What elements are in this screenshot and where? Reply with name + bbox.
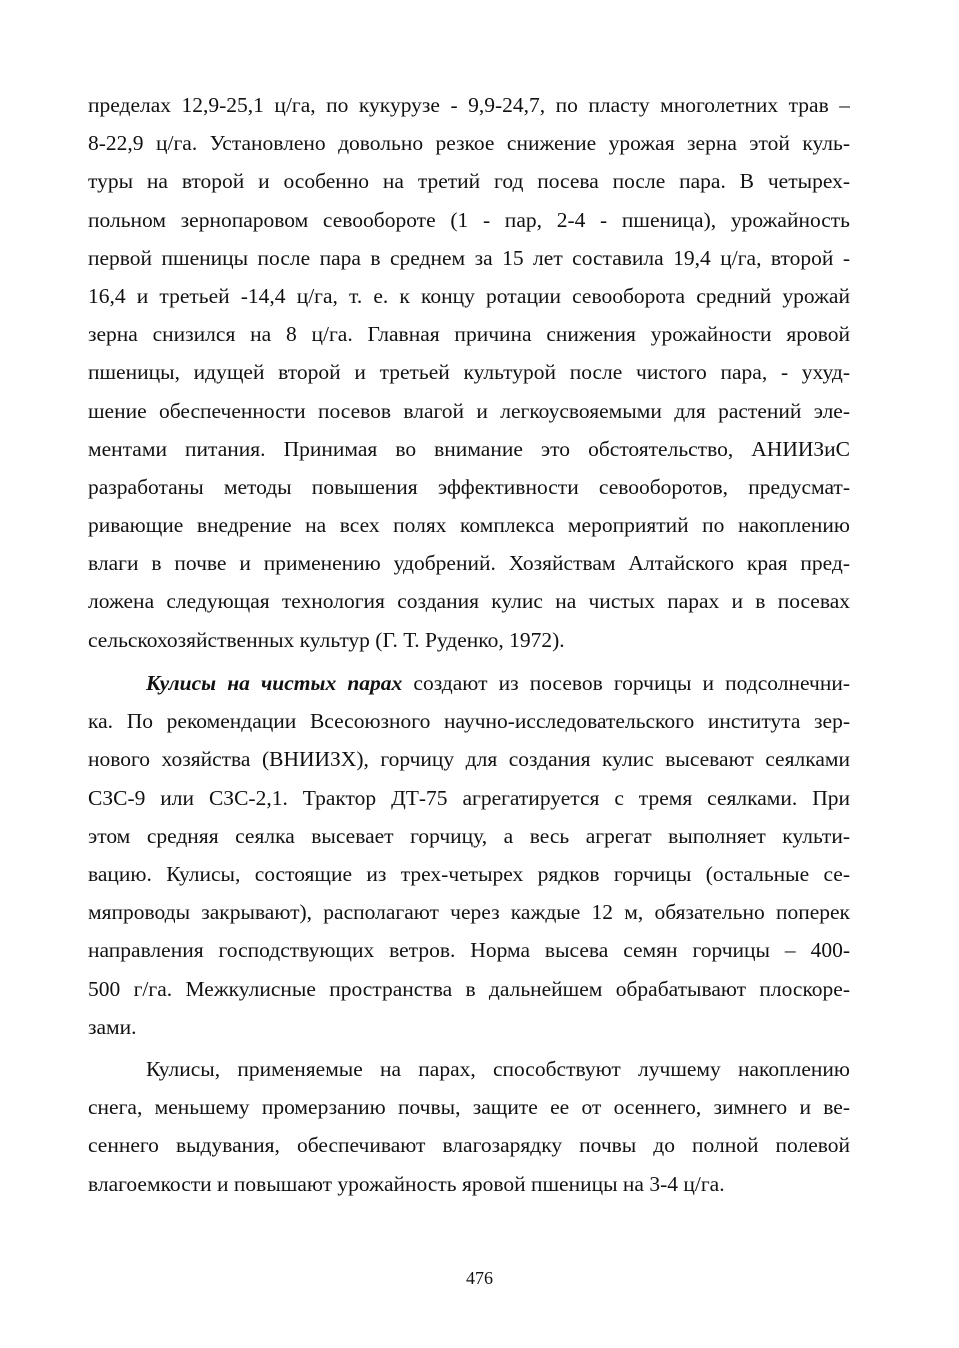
- paragraph-2-first-line-rest: создают из посевов горчицы и подсолнечни-: [402, 671, 850, 695]
- paragraph-3-line: сеннего выдувания, обеспечивают влагозарядку почвы до полной полевой: [88, 1133, 850, 1158]
- paragraph-3-line: снега, меньшему промерзанию почвы, защите ее от осеннего, зимнего и ве-: [88, 1095, 850, 1120]
- paragraph-1-line: пределах 12,9-25,1 ц/га, по кукурузе - 9,9-24,7, по пласту многолетних трав –: [88, 93, 850, 117]
- paragraph-1: [88, 86, 850, 659]
- paragraph-1-line: разработаны методы повышения эффективности севооборотов, предусмат-: [88, 474, 850, 499]
- paragraph-1-line: зерна снизился на 8 ц/га. Главная причина снижения урожайности яровой: [88, 322, 850, 347]
- paragraph-2-italic-lead: Кулисы на чистых парах: [146, 671, 403, 695]
- paragraph-2-first-line: [88, 664, 850, 702]
- paragraph-1-line: шение обеспеченности посевов влагой и легкоусвояемыми для растений эле-: [88, 398, 850, 423]
- paragraph-1-line: польном зернопаровом севообороте (1 - пар, 2-4 - пшеница), урожайность: [88, 207, 850, 232]
- paragraph-2: [88, 664, 850, 1046]
- paragraph-1-line: ложена следующая технология создания кулис на чистых парах и в посевах: [88, 589, 850, 614]
- paragraph-1-line: ментами питания. Принимая во внимание это обстоятельство, АНИИЗиС: [88, 436, 850, 461]
- paragraph-1-line: влаги в почве и применению удобрений. Хозяйствам Алтайского края пред-: [88, 551, 850, 576]
- page-number: 476: [466, 1268, 493, 1288]
- paragraph-2-line: ка. По рекомендации Всесоюзного научно-исследовательского института зер-: [88, 709, 850, 734]
- paragraph-2-line: этом средняя сеялка высевает горчицу, а весь агрегат выполняет культи-: [88, 823, 850, 848]
- paragraph-1-line: пшеницы, идущей второй и третьей культурой после чистого пара, - ухуд-: [88, 360, 850, 385]
- paragraph-2-line: мяпроводы закрывают), располагают через каждые 12 м, обязательно поперек: [88, 900, 850, 925]
- paragraph-2-line: СЗС-9 или СЗС-2,1. Трактор ДТ-75 агрегатируется с тремя сеялками. При: [88, 785, 850, 810]
- paragraph-1-line: сельскохозяйственных культур (Г. Т. Руденко, 1972).: [88, 627, 565, 652]
- paragraph-2-line: вацию. Кулисы, состоящие из трех-четырех рядков горчицы (остальные се-: [88, 861, 850, 886]
- paragraph-1-line: первой пшеницы после пара в среднем за 15 лет составила 19,4 ц/га, второй -: [88, 245, 850, 270]
- paragraph-1-line: ривающие внедрение на всех полях комплекса мероприятий по накоплению: [88, 513, 850, 538]
- paragraph-2-line: нового хозяйства (ВНИИЗХ), горчицу для создания кулис высевают сеялками: [88, 747, 850, 772]
- paragraph-2-line: зами.: [88, 1014, 137, 1039]
- paragraph-1-line: 8-22,9 ц/га. Установлено довольно резкое снижение урожая зерна этой куль-: [88, 131, 850, 156]
- paragraph-3-line: Кулисы, применяемые на парах, способствуют лучшему накоплению: [146, 1057, 850, 1081]
- paragraph-3: [88, 1050, 850, 1203]
- paragraph-1-line: 16,4 и третьей -14,4 ц/га, т. е. к концу ротации севооборота средний урожай: [88, 283, 850, 308]
- paragraph-1-line: туры на второй и особенно на третий год посева после пара. В четырех-: [88, 169, 850, 194]
- paragraph-2-line: 500 г/га. Межкулисные пространства в дальнейшем обрабатывают плоскоре-: [88, 976, 850, 1001]
- paragraph-3-line: влагоемкости и повышают урожайность яровой пшеницы на 3-4 ц/га.: [88, 1171, 725, 1196]
- paragraph-2-line: направления господствующих ветров. Норма высева семян горчицы – 400-: [88, 938, 850, 963]
